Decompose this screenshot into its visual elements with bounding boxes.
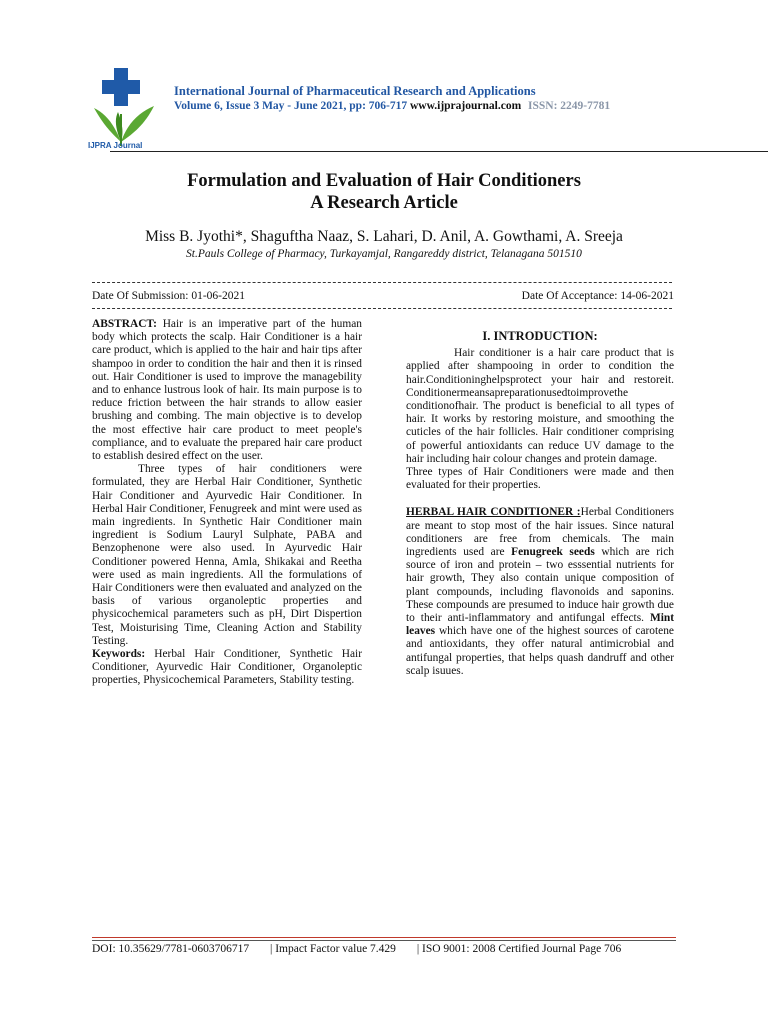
article-title-line1: Formulation and Evaluation of Hair Conditioners [187,171,581,191]
issue-info: Volume 6, Issue 3 May - June 2021, pp: 706-717 [174,100,408,112]
dashed-divider-top [92,282,672,283]
abstract-column [92,318,362,688]
abstract-label: ABSTRACT: [92,318,157,330]
herbal-text-3: which have one of the highest sources of carotene and antioxidants, they offer natural antimicrobial and antifungal properties, that helps quash dandruff and other scalp isuues. [406,625,674,677]
keywords-label: Keywords: [92,648,146,661]
herbal-text-2: which are rich source of iron and protein – two esssential nutrients for hair growth, They also contain unique composition of plant compounds, including flavonoids and saponins. These compounds are presumed to induce hair growth due to their anti-inflammatory and antifungal effects. [406,546,674,625]
footer-rule-thin [92,940,676,941]
article-title-line2: A Research Article [310,193,458,213]
submission-date: Date Of Submission: 01-06-2021 [92,290,246,302]
footer-rule [92,937,676,938]
keywords-text: Herbal Hair Conditioner, Synthetic Hair Conditioner, Ayurvedic Hair Conditioner, Organoleptic properties, Physicochemical Parameters, Stability testing. [92,648,362,687]
journal-url-link[interactable]: www.ijprajournal.com [409,100,522,112]
issn: ISSN: 2249-7781 [528,100,611,112]
herbal-paragraph [406,506,674,678]
paragraph-spacer [406,492,674,506]
abstract-text-1: Hair is an imperative part of the human body which protects the scalp. Hair Conditioner is a hair care product, which is applied to the hair and hair tips after shampoo in order to condition the hair and then it is rinsed out. Hair Conditioner is used to improve the managebility and to enhance lustrous look of hair. Its main purpose is to reduce friction between the hair strands to allow easier brushing and combing. The main objective is to develop the most effective hair care product to meet people's compliance, and to evaluate the prepared hair care product to establish desired effect on the user. [92,318,362,463]
issue-line [174,100,610,112]
journal-name: International Journal of Pharmaceutical Research and Applications [174,84,536,98]
footer-doi: DOI: 10.35629/7781-0603706717 [92,943,250,955]
acceptance-date: Date Of Acceptance: 14-06-2021 [521,290,674,302]
header-rule [110,151,768,152]
affiliation: St.Pauls College of Pharmacy, Turkayamjal, Rangareddy district, Telanagana 501510 [186,248,582,260]
keywords-paragraph [92,648,362,688]
abstract-paragraph-1 [92,318,362,463]
footer [92,943,676,955]
introduction-paragraph-2: Three types of Hair Conditioners were made and then evaluated for their properties. [406,466,674,492]
journal-logo-icon [88,64,158,150]
introduction-heading: I. INTRODUCTION: [482,329,598,343]
herbal-heading: HERBAL HAIR CONDITIONER : [406,506,581,519]
abstract-paragraph-2: Three types of hair conditioners were formulated, they are Herbal Hair Conditioner, Synthetic Hair Conditioner and Ayurvedic Hair Conditioner. In Herbal Hair Conditioner, Fenugreek and mint were used as main ingredients. In Synthetic Hair Conditioner main ingredient is Sodium Lauryl Sulphate, PABA and Benzophenone were also used. In Ayurvedic Hair Conditioner powered Henna, Amla, Shikakai and Reetha were used as main ingredients. All the formulations of Hair Conditioners were then evaluated and analyzed on the basis of various organoleptic properties and physicochemical parameters such as pH, Dirt Dispertion Test, Moisturising Time, Cleaning Action and Stability Testing. [92,463,362,647]
footer-iso: | ISO 9001: 2008 Certified Journal Page 706 [416,943,622,955]
fenugreek-label: Fenugreek seeds [511,546,595,559]
introduction-column [406,330,674,678]
introduction-paragraph-1: Hair conditioner is a hair care product that is applied after shampooing in order to condition the hair.Conditioninghelpsprotect your hair and restoreit. Conditionermeansapreparationusedtoimprovethe conditionofhair. The product is beneficial to all types of hair. It works by restoring moisture, and smoothing the cuticles of the hair follicles. Hair conditioner comprising of powerful antioxidants can reduce UV damage to the hair including hair colour changes and protein damage. [406,347,674,465]
footer-impact-factor: | Impact Factor value 7.429 [270,943,396,955]
dashed-divider-bottom [92,308,672,309]
mint-label: Mint leaves [406,612,674,638]
logo-label: IJPRA Journal [88,141,143,150]
authors: Miss B. Jyothi*, Shaguftha Naaz, S. Lahari, D. Anil, A. Gowthami, A. Sreeja [145,228,623,245]
dates-row [92,290,674,302]
herbal-text-1: Herbal Conditioners are meant to stop most of the hair issues. Since natural conditioners are free from chemicals. The main ingredients used are [406,506,674,559]
